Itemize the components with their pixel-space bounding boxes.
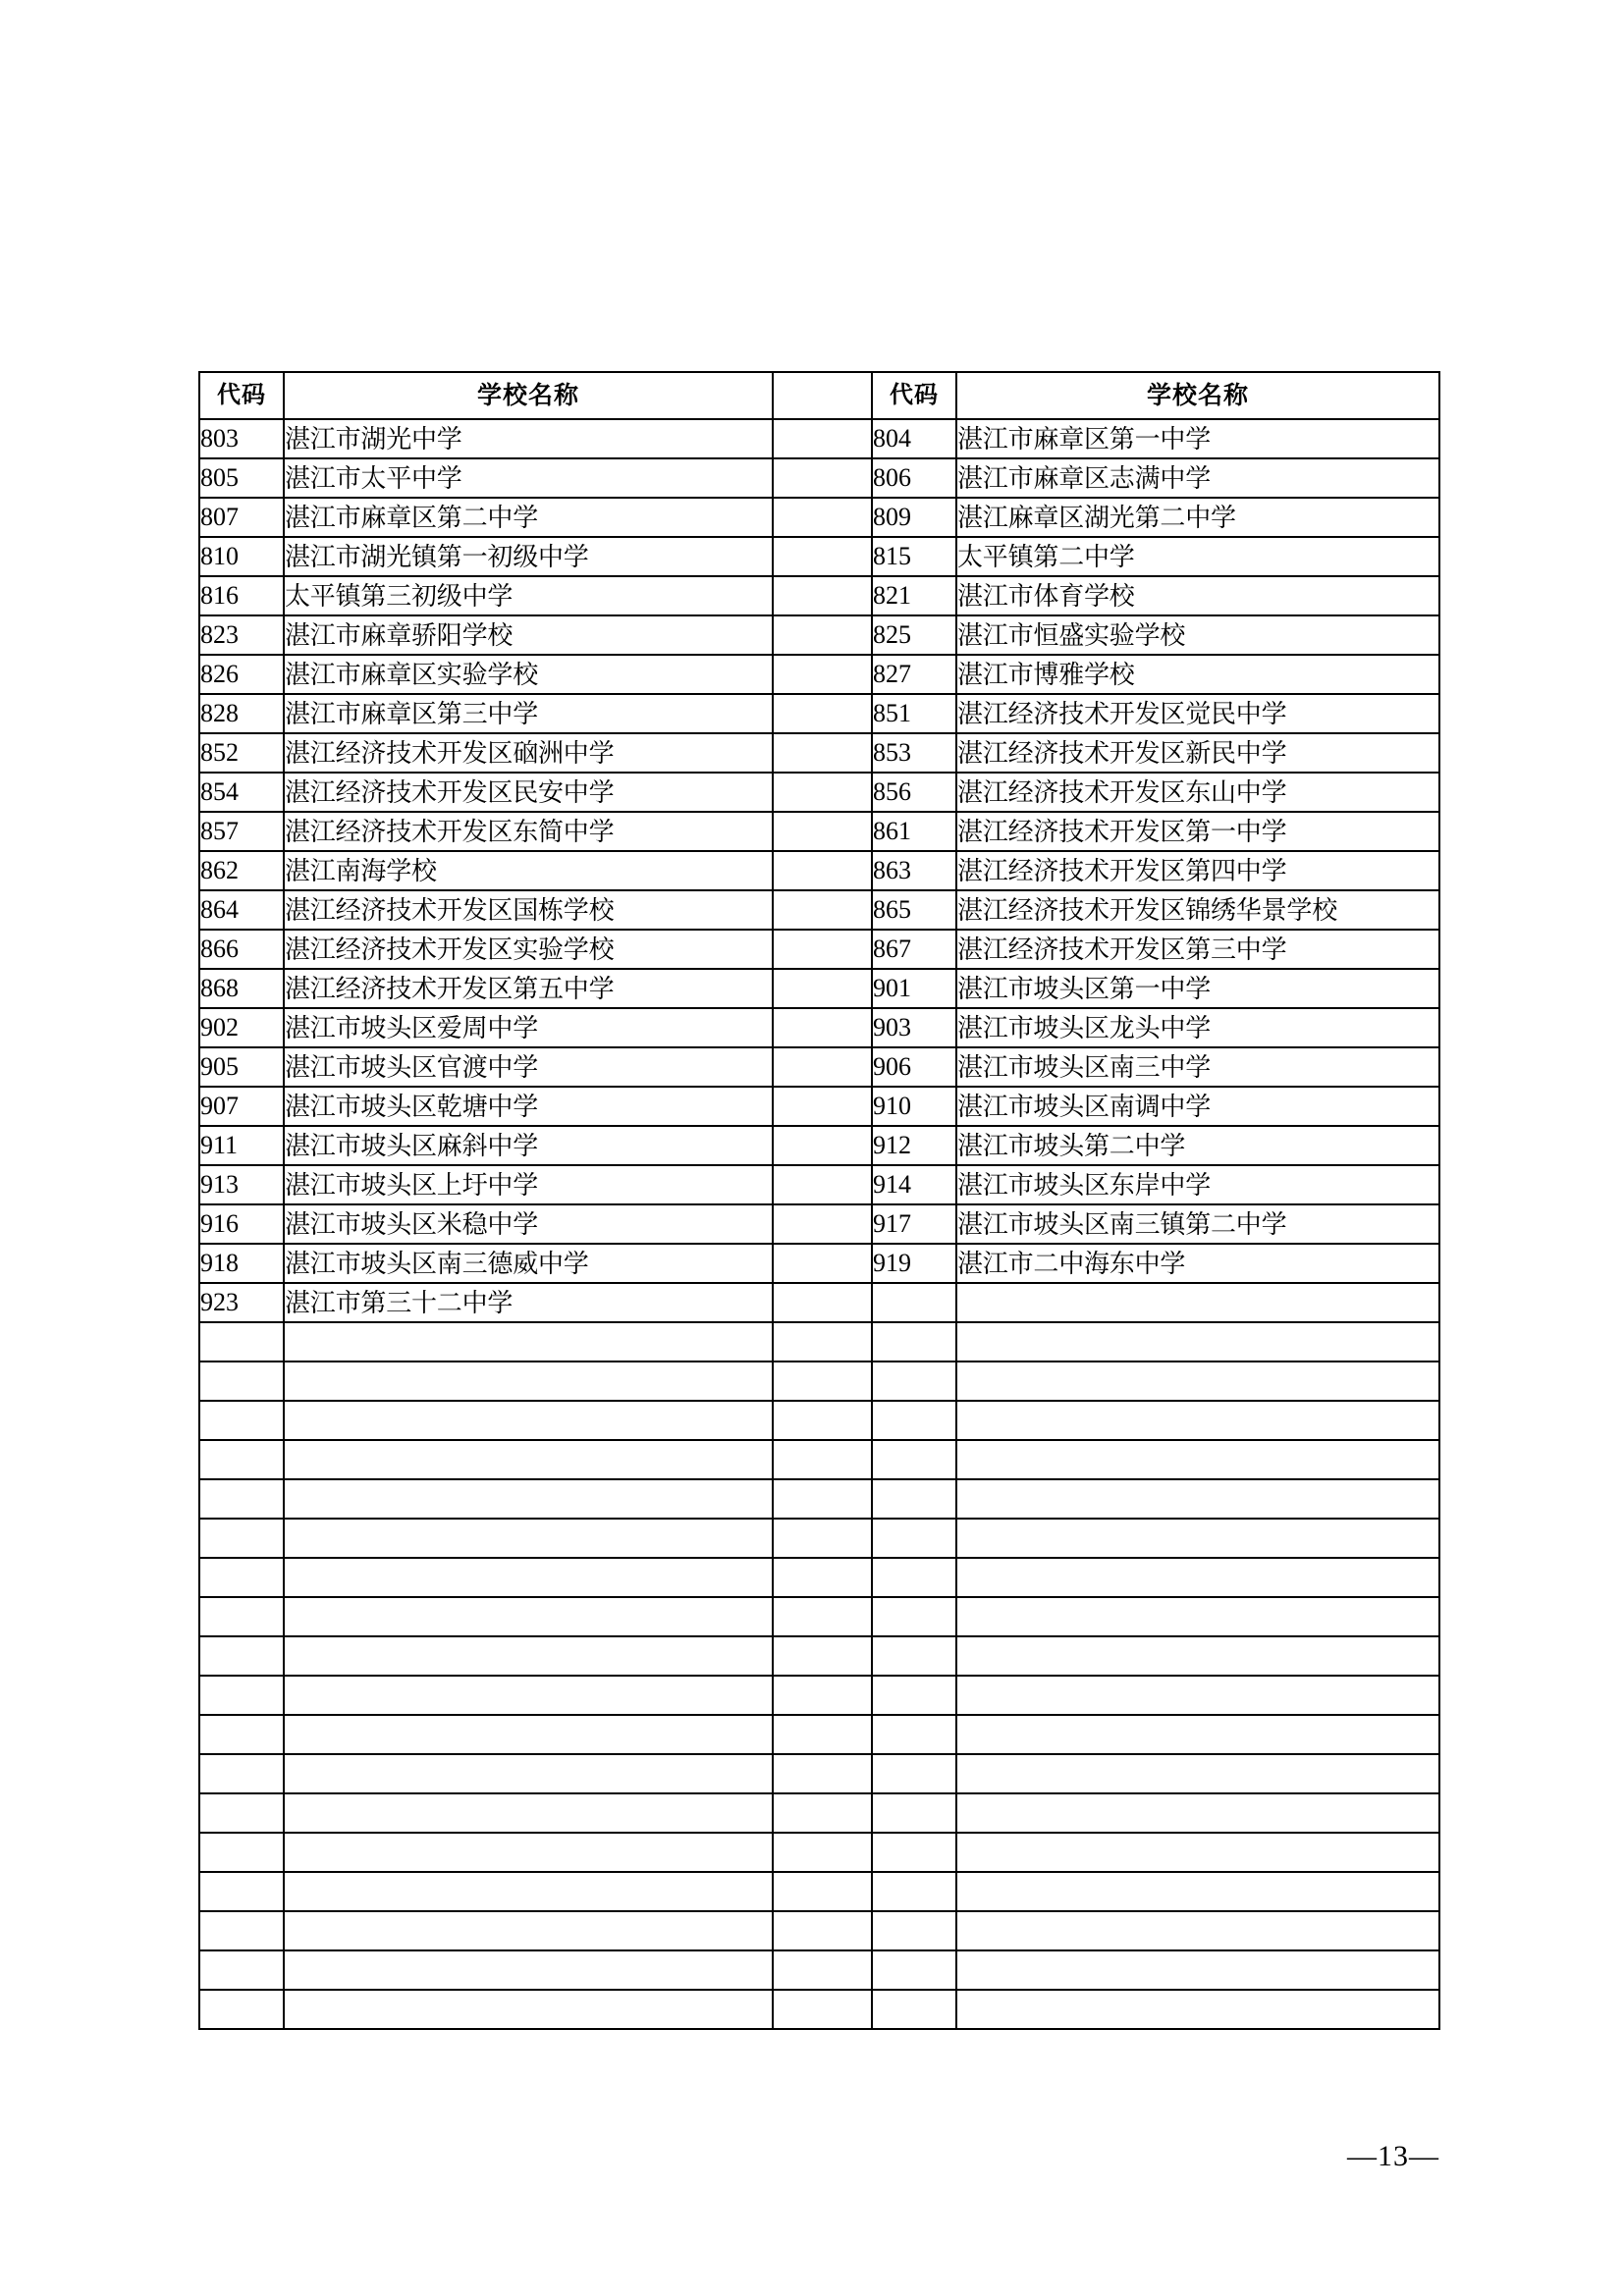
cell-name-right: 湛江经济技术开发区东山中学 [956,773,1439,812]
cell-code-left [199,1558,284,1597]
cell-code-right [872,1715,956,1754]
table-row-empty [199,1479,1439,1519]
table-row-empty [199,1440,1439,1479]
cell-code-left: 902 [199,1008,284,1047]
cell-code-right [872,1754,956,1793]
cell-spacer [773,458,872,498]
cell-name-left: 湛江市麻章区第二中学 [284,498,773,537]
cell-code-right: 806 [872,458,956,498]
cell-code-right: 910 [872,1087,956,1126]
cell-name-right [956,1754,1439,1793]
cell-spacer [773,1519,872,1558]
cell-code-left [199,1636,284,1676]
cell-name-right: 湛江市坡头区南三镇第二中学 [956,1204,1439,1244]
table-row [199,1204,1439,1244]
cell-name-right: 湛江麻章区湖光第二中学 [956,498,1439,537]
cell-name-right: 湛江经济技术开发区第一中学 [956,812,1439,851]
cell-spacer [773,969,872,1008]
table-row [199,1283,1439,1322]
cell-code-right [872,1793,956,1833]
cell-name-left: 湛江经济技术开发区国栋学校 [284,890,773,930]
cell-spacer [773,1793,872,1833]
cell-spacer [773,1283,872,1322]
cell-name-left: 湛江市湖光镇第一初级中学 [284,537,773,576]
cell-name-left [284,1911,773,1950]
table-row-empty [199,1401,1439,1440]
cell-name-left [284,1950,773,1990]
table-row [199,576,1439,615]
cell-spacer [773,1087,872,1126]
table-row [199,969,1439,1008]
cell-code-left: 803 [199,419,284,458]
cell-name-right: 湛江市体育学校 [956,576,1439,615]
cell-code-right: 917 [872,1204,956,1244]
cell-spacer [773,733,872,773]
cell-code-left: 828 [199,694,284,733]
cell-spacer [773,1715,872,1754]
cell-code-left [199,1911,284,1950]
cell-code-left [199,1833,284,1872]
cell-code-right [872,1676,956,1715]
table-row [199,1244,1439,1283]
cell-name-right: 湛江市坡头区东岸中学 [956,1165,1439,1204]
cell-code-left [199,1440,284,1479]
cell-name-right: 湛江经济技术开发区第四中学 [956,851,1439,890]
cell-spacer [773,1047,872,1087]
cell-spacer [773,1833,872,1872]
cell-code-right [872,1479,956,1519]
cell-name-left [284,1833,773,1872]
cell-code-right [872,1911,956,1950]
cell-spacer [773,890,872,930]
cell-code-left: 913 [199,1165,284,1204]
cell-code-right: 919 [872,1244,956,1283]
cell-code-right: 851 [872,694,956,733]
cell-name-left: 湛江市坡头区官渡中学 [284,1047,773,1087]
cell-spacer [773,537,872,576]
cell-name-left [284,1990,773,2029]
table-row [199,537,1439,576]
cell-code-left: 866 [199,930,284,969]
cell-spacer [773,1165,872,1204]
cell-name-left: 湛江市第三十二中学 [284,1283,773,1322]
cell-code-left: 823 [199,615,284,655]
table-row-empty [199,1793,1439,1833]
cell-code-right [872,1558,956,1597]
cell-code-left: 862 [199,851,284,890]
table-row [199,812,1439,851]
column-header-name-left: 学校名称 [284,372,773,419]
cell-name-right [956,1676,1439,1715]
cell-spacer [773,576,872,615]
cell-name-left: 湛江市坡头区米稳中学 [284,1204,773,1244]
cell-name-right [956,1519,1439,1558]
cell-name-left [284,1322,773,1362]
cell-spacer [773,812,872,851]
cell-code-right [872,1990,956,2029]
cell-name-right: 湛江市坡头区龙头中学 [956,1008,1439,1047]
cell-code-left: 905 [199,1047,284,1087]
cell-spacer [773,1676,872,1715]
cell-spacer [773,1636,872,1676]
cell-code-right: 863 [872,851,956,890]
cell-spacer [773,851,872,890]
cell-name-left: 湛江市坡头区爱周中学 [284,1008,773,1047]
cell-code-left: 907 [199,1087,284,1126]
cell-spacer [773,1401,872,1440]
cell-spacer [773,694,872,733]
table-row [199,694,1439,733]
table-row [199,890,1439,930]
cell-code-left [199,1401,284,1440]
cell-code-left [199,1362,284,1401]
cell-name-right: 湛江市坡头第二中学 [956,1126,1439,1165]
cell-name-right: 湛江市麻章区志满中学 [956,458,1439,498]
cell-code-right: 856 [872,773,956,812]
cell-name-right: 湛江经济技术开发区锦绣华景学校 [956,890,1439,930]
cell-name-right: 湛江经济技术开发区觉民中学 [956,694,1439,733]
cell-spacer [773,1754,872,1793]
cell-name-right [956,1990,1439,2029]
cell-code-right [872,1597,956,1636]
cell-code-left: 852 [199,733,284,773]
cell-code-right: 912 [872,1126,956,1165]
cell-code-right [872,1401,956,1440]
cell-spacer [773,1322,872,1362]
cell-code-right: 906 [872,1047,956,1087]
school-code-table [198,371,1440,2030]
cell-name-right: 湛江市二中海东中学 [956,1244,1439,1283]
cell-spacer [773,1244,872,1283]
table-row [199,1165,1439,1204]
cell-name-right [956,1322,1439,1362]
column-header-spacer [773,372,872,419]
cell-name-right [956,1401,1439,1440]
cell-code-left: 810 [199,537,284,576]
cell-code-left [199,1676,284,1715]
cell-code-left: 916 [199,1204,284,1244]
cell-code-right [872,1950,956,1990]
cell-code-left [199,1322,284,1362]
cell-spacer [773,1597,872,1636]
table-row [199,419,1439,458]
cell-name-right: 湛江经济技术开发区第三中学 [956,930,1439,969]
cell-name-left [284,1715,773,1754]
cell-name-left: 湛江经济技术开发区第五中学 [284,969,773,1008]
column-header-code-left: 代码 [199,372,284,419]
cell-code-left: 923 [199,1283,284,1322]
cell-code-right [872,1283,956,1322]
cell-spacer [773,773,872,812]
cell-code-left: 864 [199,890,284,930]
cell-name-right [956,1362,1439,1401]
cell-spacer [773,615,872,655]
cell-spacer [773,498,872,537]
table-row-empty [199,1676,1439,1715]
cell-code-left [199,1519,284,1558]
table-row [199,655,1439,694]
cell-code-right: 825 [872,615,956,655]
cell-code-left [199,1715,284,1754]
cell-name-left: 湛江经济技术开发区东简中学 [284,812,773,851]
cell-code-left: 868 [199,969,284,1008]
cell-spacer [773,655,872,694]
cell-name-right [956,1793,1439,1833]
cell-code-left: 805 [199,458,284,498]
table-row [199,851,1439,890]
table-row-empty [199,1715,1439,1754]
cell-code-right: 821 [872,576,956,615]
cell-name-left [284,1636,773,1676]
cell-code-right [872,1872,956,1911]
cell-name-left: 湛江市坡头区麻斜中学 [284,1126,773,1165]
table-row [199,930,1439,969]
cell-name-right: 湛江市坡头区第一中学 [956,969,1439,1008]
cell-name-right: 湛江市恒盛实验学校 [956,615,1439,655]
table-row [199,1047,1439,1087]
table-row [199,773,1439,812]
cell-code-left: 816 [199,576,284,615]
cell-name-right [956,1283,1439,1322]
column-header-code-right: 代码 [872,372,956,419]
table-header [199,372,1439,419]
cell-name-right [956,1911,1439,1950]
cell-name-left: 湛江市坡头区乾塘中学 [284,1087,773,1126]
cell-name-right [956,1636,1439,1676]
cell-spacer [773,1990,872,2029]
cell-name-left [284,1597,773,1636]
table-row [199,498,1439,537]
cell-name-left: 湛江市太平中学 [284,458,773,498]
cell-code-right [872,1833,956,1872]
cell-code-right: 901 [872,969,956,1008]
table-row [199,1008,1439,1047]
cell-spacer [773,419,872,458]
cell-name-right: 湛江市麻章区第一中学 [956,419,1439,458]
cell-name-right [956,1558,1439,1597]
table-row [199,733,1439,773]
cell-code-right [872,1362,956,1401]
cell-name-left: 湛江市麻章骄阳学校 [284,615,773,655]
cell-name-left [284,1676,773,1715]
cell-code-right [872,1636,956,1676]
cell-name-left [284,1793,773,1833]
cell-name-left [284,1440,773,1479]
cell-name-left: 湛江市坡头区南三德威中学 [284,1244,773,1283]
table-row-empty [199,1754,1439,1793]
cell-name-right [956,1479,1439,1519]
cell-code-right: 865 [872,890,956,930]
table-body [199,419,1439,2029]
cell-code-right: 861 [872,812,956,851]
cell-name-left: 湛江经济技术开发区实验学校 [284,930,773,969]
cell-name-left [284,1401,773,1440]
cell-code-left [199,1990,284,2029]
cell-code-right [872,1519,956,1558]
cell-spacer [773,1362,872,1401]
table-row-empty [199,1636,1439,1676]
cell-code-left: 854 [199,773,284,812]
table-row-empty [199,1519,1439,1558]
page-number: —13— [1347,2140,1439,2172]
cell-name-left: 湛江市坡头区上圩中学 [284,1165,773,1204]
cell-name-left [284,1519,773,1558]
cell-code-right: 827 [872,655,956,694]
school-code-table-container [198,371,1438,2030]
table-row-empty [199,1833,1439,1872]
cell-spacer [773,1204,872,1244]
cell-code-right: 867 [872,930,956,969]
cell-code-right: 815 [872,537,956,576]
cell-spacer [773,1558,872,1597]
cell-code-left [199,1872,284,1911]
cell-name-left: 湛江市湖光中学 [284,419,773,458]
table-row [199,615,1439,655]
column-header-name-right: 学校名称 [956,372,1439,419]
cell-spacer [773,1872,872,1911]
table-row-empty [199,1558,1439,1597]
cell-code-right: 809 [872,498,956,537]
cell-name-right: 太平镇第二中学 [956,537,1439,576]
cell-code-right: 804 [872,419,956,458]
cell-code-left [199,1479,284,1519]
cell-name-left: 湛江市麻章区实验学校 [284,655,773,694]
cell-name-left: 湛江经济技术开发区民安中学 [284,773,773,812]
cell-code-right [872,1440,956,1479]
cell-name-left [284,1362,773,1401]
table-row-empty [199,1990,1439,2029]
cell-code-left: 918 [199,1244,284,1283]
cell-name-right [956,1833,1439,1872]
cell-spacer [773,1950,872,1990]
cell-code-left [199,1597,284,1636]
cell-code-left [199,1793,284,1833]
cell-code-left: 857 [199,812,284,851]
cell-spacer [773,1479,872,1519]
cell-code-left: 911 [199,1126,284,1165]
cell-code-left: 826 [199,655,284,694]
cell-name-right [956,1715,1439,1754]
cell-code-right: 903 [872,1008,956,1047]
cell-code-left: 807 [199,498,284,537]
cell-name-right: 湛江市博雅学校 [956,655,1439,694]
cell-name-left [284,1558,773,1597]
cell-name-right: 湛江市坡头区南调中学 [956,1087,1439,1126]
table-row-empty [199,1911,1439,1950]
cell-name-left [284,1754,773,1793]
cell-name-left: 太平镇第三初级中学 [284,576,773,615]
cell-spacer [773,1911,872,1950]
table-header-row [199,372,1439,419]
cell-spacer [773,1126,872,1165]
cell-spacer [773,1440,872,1479]
cell-name-right [956,1950,1439,1990]
cell-name-right [956,1597,1439,1636]
table-row-empty [199,1872,1439,1911]
cell-name-right: 湛江经济技术开发区新民中学 [956,733,1439,773]
cell-code-left [199,1950,284,1990]
cell-name-left [284,1479,773,1519]
cell-spacer [773,930,872,969]
table-row [199,1126,1439,1165]
cell-name-left: 湛江南海学校 [284,851,773,890]
table-row [199,458,1439,498]
table-row-empty [199,1322,1439,1362]
table-row-empty [199,1362,1439,1401]
cell-code-right [872,1322,956,1362]
cell-code-right: 853 [872,733,956,773]
cell-name-right: 湛江市坡头区南三中学 [956,1047,1439,1087]
cell-name-right [956,1872,1439,1911]
cell-name-left: 湛江市麻章区第三中学 [284,694,773,733]
table-row-empty [199,1597,1439,1636]
table-row-empty [199,1950,1439,1990]
cell-name-left [284,1872,773,1911]
cell-code-right: 914 [872,1165,956,1204]
cell-name-right [956,1440,1439,1479]
cell-name-left: 湛江经济技术开发区硇洲中学 [284,733,773,773]
cell-spacer [773,1008,872,1047]
cell-code-left [199,1754,284,1793]
table-row [199,1087,1439,1126]
